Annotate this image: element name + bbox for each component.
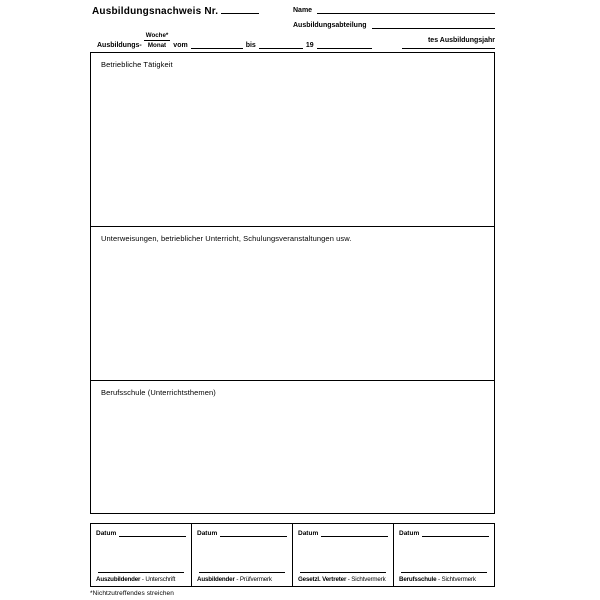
signature-area[interactable]: [197, 537, 287, 572]
name-fill-line[interactable]: [317, 1, 495, 14]
date-label: Datum: [96, 530, 117, 537]
main-record-box: [90, 52, 495, 514]
signature-cell-label: Berufsschule - Sichtvermerk: [399, 576, 476, 583]
section-instruction-label: Unterweisungen, betrieblicher Unterricht, Schulungsveranstaltungen usw.: [101, 234, 352, 243]
to-label: bis: [245, 42, 256, 49]
signature-cell-label: Ausbildender - Prüfvermerk: [197, 576, 272, 583]
period-prefix-label: Ausbildungs-: [97, 42, 142, 49]
section-company-activity-label: Betriebliche Tätigkeit: [101, 60, 173, 69]
signature-area[interactable]: [96, 537, 186, 572]
date-label: Datum: [298, 530, 319, 537]
section-company-activity[interactable]: [91, 53, 494, 227]
signature-cell-legal-representative: [292, 524, 393, 586]
identity-block: [293, 1, 495, 29]
month-label: Monat: [147, 42, 167, 49]
date-fill-line[interactable]: [321, 528, 388, 537]
signature-cell-school: [393, 524, 494, 586]
date-label: Datum: [197, 530, 218, 537]
date-fill-line[interactable]: [220, 528, 287, 537]
section-instruction[interactable]: [91, 227, 494, 381]
year-fill-line[interactable]: [317, 39, 372, 49]
name-label: Name: [293, 7, 313, 14]
signature-line[interactable]: [300, 572, 386, 573]
week-label: Woche*: [145, 32, 169, 39]
page-title: Ausbildungsnachweis Nr.: [92, 6, 219, 17]
label-separator: -: [436, 576, 442, 583]
training-year-suffix-label: tes Ausbildungsjahr: [427, 37, 495, 44]
to-fill-line[interactable]: [259, 39, 303, 49]
label-separator: -: [140, 576, 146, 583]
signature-cell-trainer: [191, 524, 292, 586]
footnote: *Nichtzutreffendes streichen: [90, 590, 174, 597]
section-vocational-school[interactable]: [91, 381, 494, 513]
signature-line[interactable]: [199, 572, 285, 573]
page-title-row: [92, 5, 259, 17]
from-label: vom: [173, 42, 188, 49]
signature-cell-label: Gesetzl. Vertreter - Sichtvermerk: [298, 576, 386, 583]
date-fill-line[interactable]: [422, 528, 489, 537]
year-prefix-label: 19: [305, 42, 314, 49]
week-month-fraction: [144, 32, 171, 49]
signature-cell-label: Auszubildender - Unterschrift: [96, 576, 176, 583]
signature-area[interactable]: [399, 537, 489, 572]
from-fill-line[interactable]: [191, 39, 243, 49]
nr-fill-line[interactable]: [221, 5, 259, 14]
department-label: Ausbildungsabteilung: [293, 22, 367, 29]
training-year-group[interactable]: [402, 37, 495, 49]
date-fill-line[interactable]: [119, 528, 186, 537]
period-row: [97, 31, 495, 49]
signature-line[interactable]: [401, 572, 487, 573]
date-label: Datum: [399, 530, 420, 537]
signature-line[interactable]: [98, 572, 184, 573]
label-separator: -: [346, 576, 352, 583]
department-fill-line[interactable]: [372, 16, 496, 29]
section-vocational-school-label: Berufsschule (Unterrichtsthemen): [101, 388, 216, 397]
signature-area[interactable]: [298, 537, 388, 572]
signature-cell-trainee: [91, 524, 191, 586]
signature-table: [90, 523, 495, 587]
label-separator: -: [234, 576, 240, 583]
